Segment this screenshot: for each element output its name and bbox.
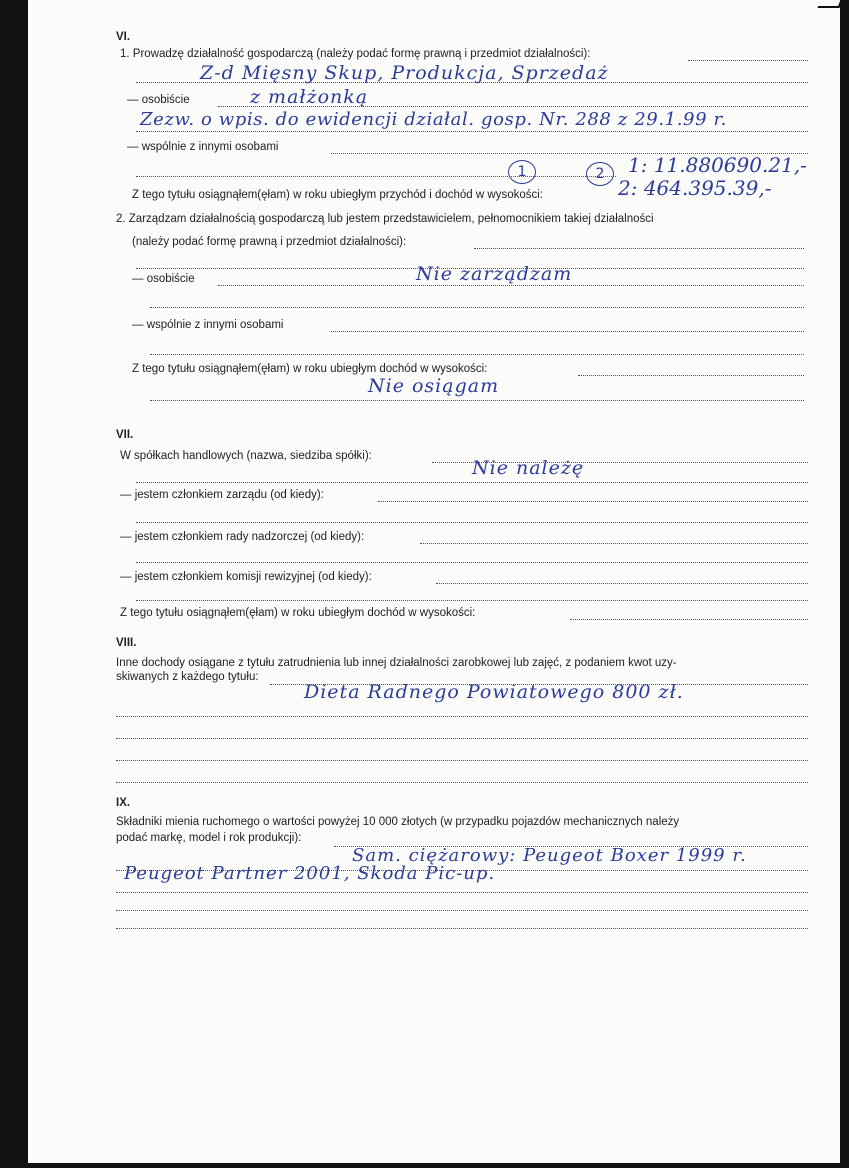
circle-two: 2 <box>586 162 614 186</box>
income-label: Z tego tytułu osiągnąłem(ęłam) w roku ubiegłym przychód i dochód w wysokości: <box>132 189 543 201</box>
register-answer: Zezw. o wpis. do ewidencji działal. gosp. Nr. 288 z 29.1.99 r. <box>140 109 727 130</box>
audit-line-b <box>136 600 808 601</box>
section-vi-heading: VI. <box>116 31 131 43</box>
q2-jointly-label: — wspólnie z innymi osobami <box>132 319 284 331</box>
register-line <box>136 131 808 132</box>
board-line-b <box>136 522 808 523</box>
q2-personally-line <box>218 285 804 286</box>
viii-answer: Dieta Radnego Powiatowego 800 zł. <box>304 681 684 703</box>
ix-label-line2: podać markę, model i rok produkcji): <box>116 832 302 844</box>
circle-one: 1 <box>508 160 536 184</box>
q2-label: 2. Zarządzam działalnością gospodarczą lub jestem przedstawicielem, pełnomocnikiem takiej działalności <box>116 213 654 225</box>
audit-line <box>436 583 808 584</box>
amount-line <box>136 176 616 177</box>
q2-personally-answer: Nie zarządzam <box>416 263 573 285</box>
board-label: — jestem członkiem zarządu (od kiedy): <box>120 489 324 501</box>
amount-one: 1: 11.880690.21,- <box>628 153 807 177</box>
section-viii-heading: VIII. <box>116 637 137 649</box>
audit-label: — jestem członkiem komisji rewizyjnej (od kiedy): <box>120 571 372 583</box>
form-page <box>28 0 840 1163</box>
corner-mark <box>817 0 840 8</box>
q2-label-cont: (należy podać formę prawną i przedmiot działalności): <box>132 236 407 248</box>
q2-line-a <box>474 248 804 249</box>
vii-income-label: Z tego tytułu osiągnąłem(ęłam) w roku ubiegłym dochód w wysokości: <box>120 607 476 619</box>
jointly-label: — wspólnie z innymi osobami <box>127 141 279 153</box>
ix-line-d <box>116 910 808 911</box>
ix-line-e <box>116 928 808 929</box>
vii-income-line <box>570 619 808 620</box>
section-vii-heading: VII. <box>116 429 134 441</box>
section-ix-heading: IX. <box>116 797 131 809</box>
q2-income-label: Z tego tytułu osiągnąłem(ęłam) w roku ubiegłym dochód w wysokości: <box>132 363 488 375</box>
amount-two: 2: 464.395.39,- <box>618 176 772 200</box>
supervisory-line <box>420 543 808 544</box>
viii-label-line1: Inne dochody osiągane z tytułu zatrudnienia lub innej działalności zarobkowej lub zajęć, z podaniem kwot uzy- <box>116 657 677 669</box>
supervisory-label: — jestem członkiem rady nadzorczej (od kiedy): <box>120 531 365 543</box>
q1-dotted-line <box>688 60 808 61</box>
personally-answer: z małżonką <box>250 86 369 108</box>
q2-income-answer: Nie osiągam <box>368 375 500 397</box>
ix-label-line1: Składniki mienia ruchomego o wartości powyżej 10 000 złotych (w przypadku pojazdów mechanicznych należy <box>116 816 680 828</box>
q2-income-line <box>578 375 804 376</box>
viii-line-c <box>116 738 808 739</box>
companies-answer: Nie należę <box>472 457 585 479</box>
viii-line-b <box>116 716 808 717</box>
ix-line-c <box>116 892 808 893</box>
q2-line-e <box>150 400 804 401</box>
viii-line-e <box>116 782 808 783</box>
q2-line-d <box>150 354 804 355</box>
viii-label-line2: skiwanych z każdego tytułu: <box>116 671 259 683</box>
q1-label: 1. Prowadzę działalność gospodarczą (należy podać formę prawną i przedmiot działalności): <box>120 48 591 60</box>
board-line <box>378 501 808 502</box>
ix-answer-line2: Peugeot Partner 2001, Skoda Pic-up. <box>124 863 496 884</box>
companies-line-b <box>136 482 808 483</box>
supervisory-line-b <box>136 562 808 563</box>
q1-answer: Z-d Mięsny Skup, Produkcja, Sprzedaż <box>200 62 609 84</box>
ix-answer-line1: Sam. ciężarowy: Peugeot Boxer 1999 r. <box>352 845 747 866</box>
q2-jointly-line <box>331 331 804 332</box>
viii-line-d <box>116 760 808 761</box>
companies-label: W spółkach handlowych (nazwa, siedziba spółki): <box>120 450 372 462</box>
personally-label: — osobiście <box>127 94 190 106</box>
q2-line-c <box>150 307 804 308</box>
q2-personally-label: — osobiście <box>132 273 195 285</box>
